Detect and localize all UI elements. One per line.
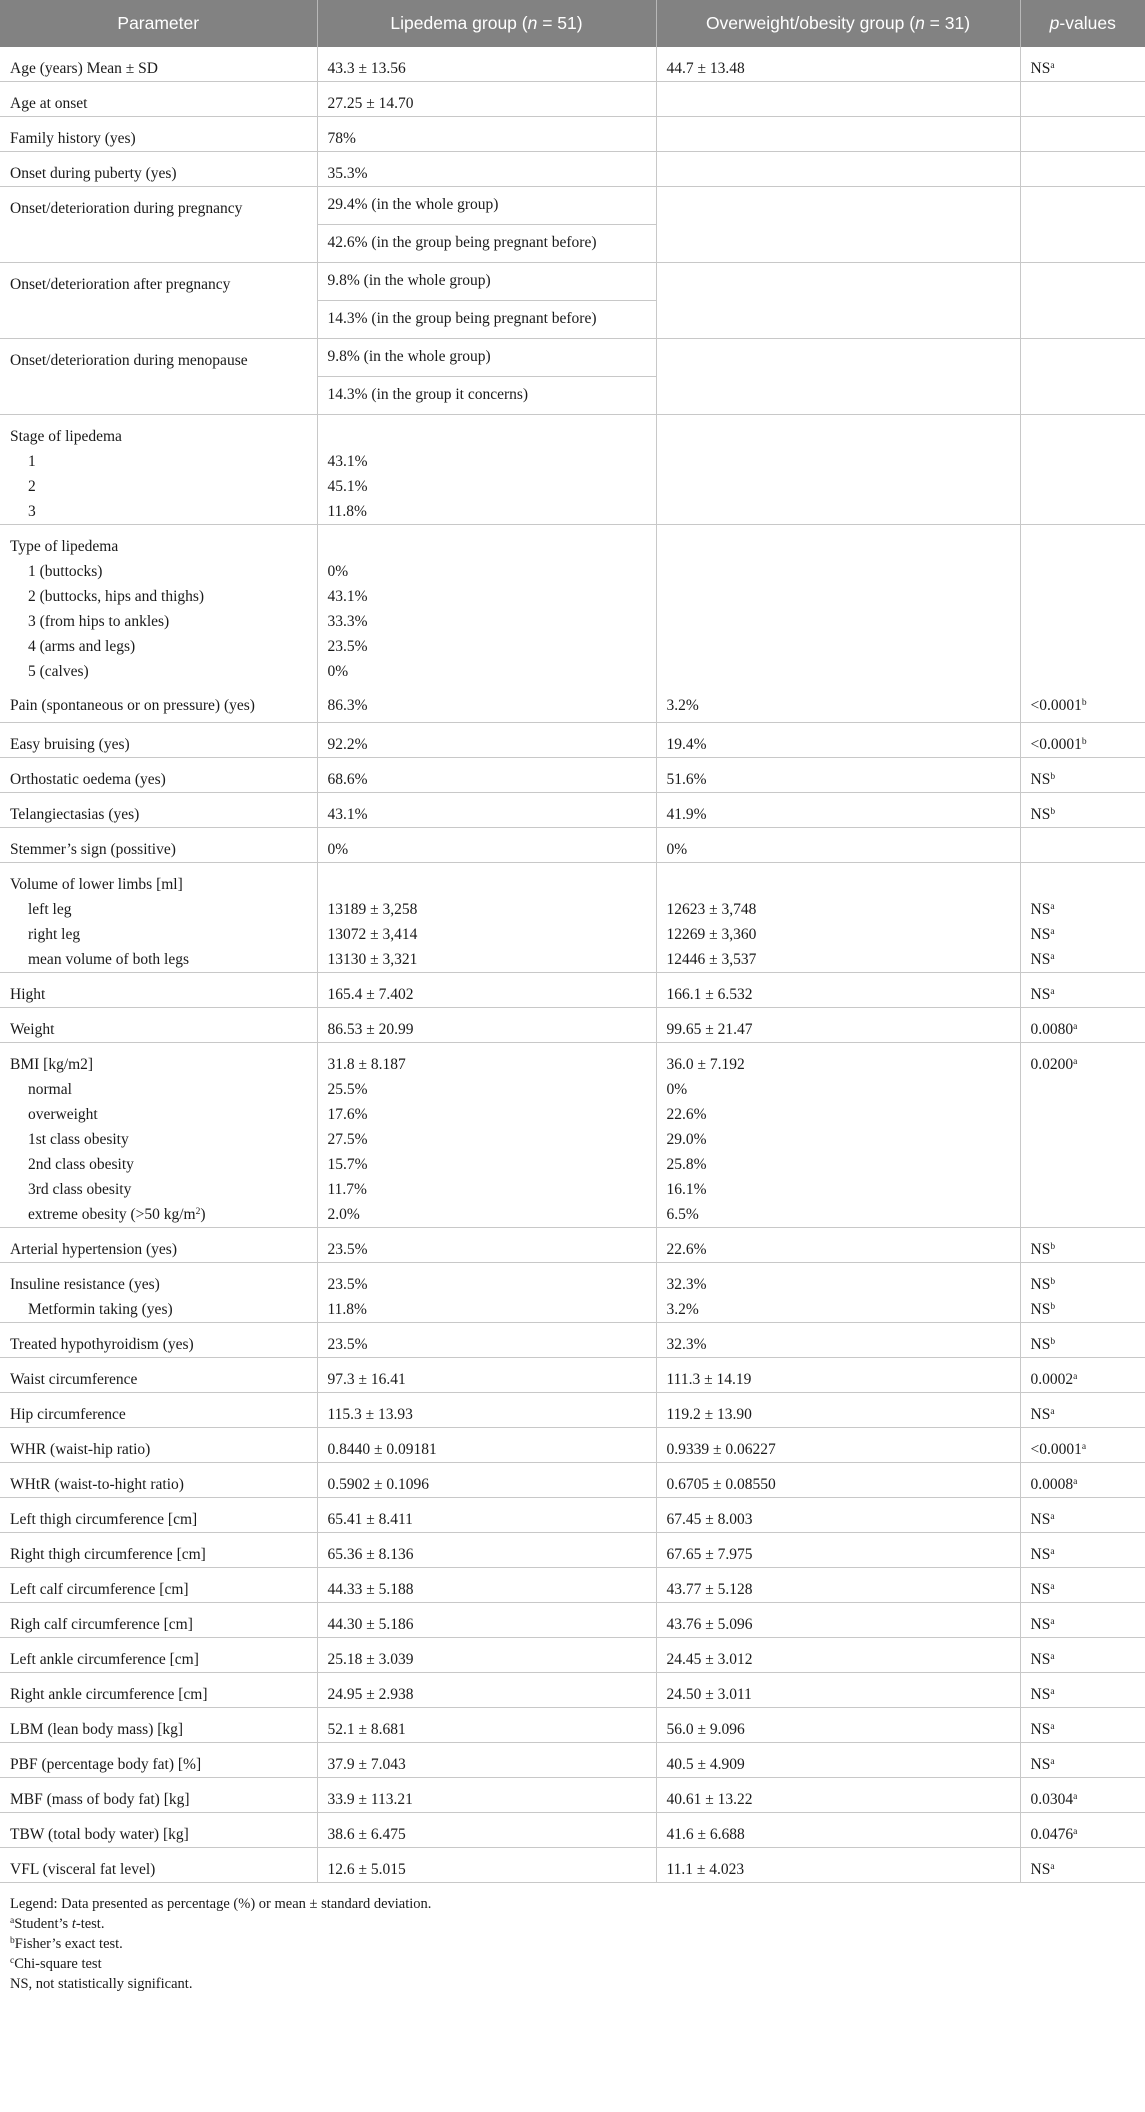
overweight-value: 6.5%: [666, 1205, 699, 1223]
table-row: [0, 1637, 1145, 1672]
table-row: [0, 1007, 1145, 1042]
param-cell: Orthostatic oedema (yes): [0, 757, 317, 792]
table-row: [0, 82, 1145, 117]
lipedema-value: 2.0%: [327, 1205, 360, 1223]
param-cell: WHtR (waist-to-hight ratio): [0, 1462, 317, 1497]
p-value-cell: [1020, 827, 1145, 862]
lipedema-cell: 86.53 ± 20.99: [317, 1007, 656, 1042]
param-cell: Waist circumference: [0, 1357, 317, 1392]
p-value-cell: [1020, 862, 1145, 972]
overweight-cell: [656, 339, 1020, 415]
lipedema-subcell: 14.3% (in the group it concerns): [318, 376, 656, 414]
param-cell: LBM (lean body mass) [kg]: [0, 1707, 317, 1742]
param-cell: PBF (percentage body fat) [%]: [0, 1742, 317, 1777]
lipedema-cell: [317, 339, 656, 415]
param-heading: Insuline resistance (yes): [10, 1275, 160, 1293]
param-cell: Treated hypothyroidism (yes): [0, 1322, 317, 1357]
param-cell: WHR (waist-hip ratio): [0, 1427, 317, 1462]
param-cell: Left ankle circumference [cm]: [0, 1637, 317, 1672]
param-cell: Stemmer’s sign (possitive): [0, 827, 317, 862]
overweight-value: 22.6%: [666, 1105, 707, 1123]
p-value-cell: [1020, 415, 1145, 525]
lipedema-subcell: 14.3% (in the group being pregnant before): [318, 300, 656, 338]
lipedema-cell: 115.3 ± 13.93: [317, 1392, 656, 1427]
param-subitem: 2 (buttocks, hips and thighs): [28, 588, 205, 605]
p-value-cell: $NS^a$: [1020, 1847, 1145, 1882]
param-cell: [0, 525, 317, 685]
header-parameter: Parameter: [0, 0, 317, 47]
table-row: [0, 187, 1145, 263]
p-value: $NS^b$: [1030, 1275, 1056, 1293]
param-subitem: 4 (arms and legs): [28, 638, 136, 655]
p-value-cell: 0.0200$^a$: [1020, 1042, 1145, 1227]
overweight-cell: 41.9%: [656, 792, 1020, 827]
lipedema-cell: 0.8440 ± 0.09181: [317, 1427, 656, 1462]
overweight-value: 32.3%: [666, 1275, 707, 1293]
param-subitem: 3: [28, 503, 36, 520]
lipedema-cell: 97.3 ± 16.41: [317, 1357, 656, 1392]
p-value-cell: $NS^a$: [1020, 1672, 1145, 1707]
footnote-c: $^c$Chi-square test: [10, 1955, 102, 1972]
overweight-value: 3.2%: [666, 1300, 699, 1318]
overweight-cell: 43.76 ± 5.096: [656, 1602, 1020, 1637]
lipedema-cell: 68.6%: [317, 757, 656, 792]
table-row: [0, 1357, 1145, 1392]
overweight-cell: 41.6 ± 6.688: [656, 1812, 1020, 1847]
lipedema-value: 17.6%: [327, 1105, 368, 1123]
lipedema-cell: [317, 263, 656, 339]
param-heading: Volume of lower limbs [ml]: [10, 875, 183, 893]
param-cell: [0, 862, 317, 972]
lipedema-cell: [317, 1262, 656, 1322]
lipedema-cell: 24.95 ± 2.938: [317, 1672, 656, 1707]
param-subitem: left leg: [28, 900, 72, 918]
p-value: $NS^a$: [1030, 950, 1055, 968]
p-value-cell: $NS^b$: [1020, 1322, 1145, 1357]
overweight-cell: 43.77 ± 5.128: [656, 1567, 1020, 1602]
param-heading: BMI [kg/m2]: [10, 1055, 94, 1073]
table-row: [0, 1497, 1145, 1532]
overweight-cell: [656, 152, 1020, 187]
overweight-cell: 22.6%: [656, 1227, 1020, 1262]
param-subitem: 5 (calves): [28, 663, 89, 680]
footnote-a: $^a$Student’s t-test.: [10, 1915, 105, 1932]
overweight-value: 25.8%: [666, 1155, 707, 1173]
table-row: [0, 1777, 1145, 1812]
lipedema-cell: 0.5902 ± 0.1096: [317, 1462, 656, 1497]
p-value-cell: 0.0008$^a$: [1020, 1462, 1145, 1497]
lipedema-cell: 92.2%: [317, 722, 656, 757]
overweight-cell: 0.9339 ± 0.06227: [656, 1427, 1020, 1462]
table-row: [0, 117, 1145, 152]
lipedema-cell: 38.6 ± 6.475: [317, 1812, 656, 1847]
overweight-cell: 0.6705 ± 0.08550: [656, 1462, 1020, 1497]
lipedema-cell: 23.5%: [317, 1322, 656, 1357]
overweight-value: 29.0%: [666, 1130, 707, 1148]
lipedema-cell: 37.9 ± 7.043: [317, 1742, 656, 1777]
param-subitem: 2nd class obesity: [28, 1155, 134, 1173]
table-row: [0, 1322, 1145, 1357]
table-row: [0, 1392, 1145, 1427]
param-cell: Left calf circumference [cm]: [0, 1567, 317, 1602]
lipedema-cell: 33.9 ± 113.21: [317, 1777, 656, 1812]
overweight-value: 12446 ± 3,537: [666, 950, 757, 968]
table-row: [0, 1672, 1145, 1707]
overweight-cell: [656, 1042, 1020, 1227]
param-subitem: 2: [28, 478, 36, 495]
footnote-ns: NS, not statistically significant.: [10, 1975, 193, 1992]
param-subitem: Metformin taking (yes): [28, 1300, 173, 1318]
table-row: [0, 862, 1145, 972]
param-cell: TBW (total body water) [kg]: [0, 1812, 317, 1847]
p-value-cell: $NS^a$: [1020, 1497, 1145, 1532]
p-value-cell: <0.0001$^b$: [1020, 722, 1145, 757]
overweight-cell: 40.5 ± 4.909: [656, 1742, 1020, 1777]
lipedema-value: 13189 ± 3,258: [327, 900, 418, 918]
lipedema-value: 23.5%: [327, 1275, 368, 1293]
overweight-cell: [656, 117, 1020, 152]
table-row: [0, 339, 1145, 415]
lipedema-cell: 65.36 ± 8.136: [317, 1532, 656, 1567]
overweight-cell: [656, 862, 1020, 972]
lipedema-cell: [317, 862, 656, 972]
p-value-cell: [1020, 187, 1145, 263]
param-cell: Right ankle circumference [cm]: [0, 1672, 317, 1707]
param-cell: Easy bruising (yes): [0, 722, 317, 757]
p-value-cell: [1020, 152, 1145, 187]
overweight-value: 0%: [666, 1080, 688, 1098]
param-cell: Age (years) Mean ± SD: [0, 47, 317, 82]
p-value-cell: $NS^b$: [1020, 792, 1145, 827]
lipedema-cell: 44.30 ± 5.186: [317, 1602, 656, 1637]
param-cell: Weight: [0, 1007, 317, 1042]
table-row: [0, 792, 1145, 827]
lipedema-subcell: 29.4% (in the whole group): [327, 196, 499, 213]
lipedema-cell: [317, 1042, 656, 1227]
footnote-legend: Legend: Data presented as percentage (%) or mean ± standard deviation.: [10, 1895, 432, 1912]
overweight-cell: 40.61 ± 13.22: [656, 1777, 1020, 1812]
table-row: [0, 1742, 1145, 1777]
table-footnotes: [0, 1883, 1145, 1994]
table-row: [0, 827, 1145, 862]
lipedema-subcell: 9.8% (in the whole group): [327, 348, 491, 365]
header-p-values: p-values: [1020, 0, 1145, 47]
overweight-cell: 24.50 ± 3.011: [656, 1672, 1020, 1707]
p-value-cell: [1020, 117, 1145, 152]
param-subitem: 1 (buttocks): [28, 563, 103, 580]
p-value-cell: [1020, 263, 1145, 339]
table-row: [0, 1042, 1145, 1227]
table-row: [0, 47, 1145, 82]
overweight-cell: 111.3 ± 14.19: [656, 1357, 1020, 1392]
param-cell: Onset/deterioration during menopause: [0, 339, 317, 415]
table-row: [0, 1812, 1145, 1847]
overweight-value: 16.1%: [666, 1180, 707, 1198]
lipedema-cell: 43.1%: [317, 792, 656, 827]
overweight-cell: 56.0 ± 9.096: [656, 1707, 1020, 1742]
overweight-value: 12269 ± 3,360: [666, 925, 757, 943]
param-cell: Telangiectasias (yes): [0, 792, 317, 827]
p-value-cell: 0.0304$^a$: [1020, 1777, 1145, 1812]
p-value-cell: <0.0001$^a$: [1020, 1427, 1145, 1462]
overweight-cell: [656, 82, 1020, 117]
lipedema-value: 0%: [327, 663, 349, 680]
p-value-cell: $NS^a$: [1020, 47, 1145, 82]
table-row: [0, 263, 1145, 339]
param-subitem: 3rd class obesity: [28, 1180, 132, 1198]
param-cell: Onset during puberty (yes): [0, 152, 317, 187]
p-value-cell: $NS^b$: [1020, 757, 1145, 792]
param-cell: Onset/deterioration after pregnancy: [0, 263, 317, 339]
overweight-cell: 44.7 ± 13.48: [656, 47, 1020, 82]
p-value-cell: $NS^a$: [1020, 1567, 1145, 1602]
overweight-value: 12623 ± 3,748: [666, 900, 757, 918]
param-cell: [0, 415, 317, 525]
overweight-cell: 119.2 ± 13.90: [656, 1392, 1020, 1427]
table-row: [0, 152, 1145, 187]
lipedema-cell: [317, 525, 656, 685]
p-value-cell: $NS^a$: [1020, 1637, 1145, 1672]
overweight-cell: [656, 263, 1020, 339]
param-cell: MBF (mass of body fat) [kg]: [0, 1777, 317, 1812]
overweight-cell: [656, 415, 1020, 525]
param-subitem: 3 (from hips to ankles): [28, 613, 170, 630]
table-row: [0, 1427, 1145, 1462]
param-subitem: extreme obesity (>50 $kg/m^2$): [28, 1205, 206, 1223]
param-subitem: overweight: [28, 1105, 98, 1123]
p-value: $NS^a$: [1030, 925, 1055, 943]
table-row: [0, 1567, 1145, 1602]
table-row: [0, 1847, 1145, 1882]
lipedema-cell: 165.4 ± 7.402: [317, 972, 656, 1007]
lipedema-cell: 44.33 ± 5.188: [317, 1567, 656, 1602]
param-subitem: 1: [28, 453, 36, 470]
p-value-cell: [1020, 82, 1145, 117]
footnote-b: $^b$Fisher’s exact test.: [10, 1935, 123, 1952]
p-value-cell: [1020, 525, 1145, 685]
p-value: $NS^a$: [1030, 900, 1055, 918]
p-value-cell: [1020, 1262, 1145, 1322]
overweight-cell: 67.65 ± 7.975: [656, 1532, 1020, 1567]
lipedema-subcell: 9.8% (in the whole group): [327, 272, 491, 289]
table-row: [0, 1462, 1145, 1497]
overweight-cell: 19.4%: [656, 722, 1020, 757]
table-row: [0, 415, 1145, 525]
overweight-cell: 51.6%: [656, 757, 1020, 792]
param-cell: Righ calf circumference [cm]: [0, 1602, 317, 1637]
p-value-cell: <0.0001$^b$: [1020, 684, 1145, 722]
lipedema-cell: 52.1 ± 8.681: [317, 1707, 656, 1742]
param-cell: Arterial hypertension (yes): [0, 1227, 317, 1262]
param-heading: Stage of lipedema: [10, 428, 122, 445]
param-cell: Age at onset: [0, 82, 317, 117]
table-header-row: [0, 0, 1145, 47]
lipedema-value: 25.5%: [327, 1080, 368, 1098]
lipedema-cell: [317, 415, 656, 525]
p-value: $NS^b$: [1030, 1300, 1056, 1318]
table-row: [0, 684, 1145, 722]
lipedema-cell: 78%: [317, 117, 656, 152]
lipedema-value: 43.1%: [327, 588, 368, 605]
p-value-cell: 0.0080$^a$: [1020, 1007, 1145, 1042]
lipedema-cell: 12.6 ± 5.015: [317, 1847, 656, 1882]
table-row: [0, 1707, 1145, 1742]
param-cell: Family history (yes): [0, 117, 317, 152]
p-value-cell: [1020, 339, 1145, 415]
lipedema-value: 11.8%: [327, 1300, 367, 1318]
param-subitem: 1st class obesity: [28, 1130, 129, 1148]
p-value-cell: 0.0002$^a$: [1020, 1357, 1145, 1392]
param-cell: [0, 1262, 317, 1322]
lipedema-cell: 0%: [317, 827, 656, 862]
param-heading: Type of lipedema: [10, 538, 119, 555]
lipedema-value: 11.8%: [327, 503, 367, 520]
lipedema-cell: 86.3%: [317, 684, 656, 722]
header-overweight-group: Overweight/obesity group (n = 31): [656, 0, 1020, 47]
overweight-value: 36.0 ± 7.192: [666, 1055, 745, 1073]
param-subitem: normal: [28, 1080, 72, 1098]
param-subitem: mean volume of both legs: [28, 950, 189, 968]
lipedema-cell: 35.3%: [317, 152, 656, 187]
param-cell: Right thigh circumference [cm]: [0, 1532, 317, 1567]
overweight-cell: 67.45 ± 8.003: [656, 1497, 1020, 1532]
overweight-cell: 0%: [656, 827, 1020, 862]
p-value-cell: $NS^a$: [1020, 1602, 1145, 1637]
p-value-cell: 0.0476$^a$: [1020, 1812, 1145, 1847]
overweight-cell: 11.1 ± 4.023: [656, 1847, 1020, 1882]
lipedema-value: 13130 ± 3,321: [327, 950, 418, 968]
lipedema-value: 0%: [327, 563, 349, 580]
lipedema-cell: 43.3 ± 13.56: [317, 47, 656, 82]
overweight-cell: 99.65 ± 21.47: [656, 1007, 1020, 1042]
p-value-cell: $NS^b$: [1020, 1227, 1145, 1262]
lipedema-cell: 25.18 ± 3.039: [317, 1637, 656, 1672]
p-value-cell: $NS^a$: [1020, 1742, 1145, 1777]
overweight-cell: [656, 187, 1020, 263]
param-cell: Onset/deterioration during pregnancy: [0, 187, 317, 263]
param-cell: Hip circumference: [0, 1392, 317, 1427]
lipedema-value: 11.7%: [327, 1180, 367, 1198]
lipedema-value: 13072 ± 3,414: [327, 925, 418, 943]
param-cell: Pain (spontaneous or on pressure) (yes): [0, 684, 317, 722]
table-row: [0, 525, 1145, 685]
lipedema-value: 43.1%: [327, 453, 368, 470]
overweight-cell: 24.45 ± 3.012: [656, 1637, 1020, 1672]
lipedema-value: 45.1%: [327, 478, 368, 495]
overweight-cell: 3.2%: [656, 684, 1020, 722]
table-row: [0, 1532, 1145, 1567]
table-row: [0, 722, 1145, 757]
lipedema-cell: [317, 187, 656, 263]
lipedema-value: 23.5%: [327, 638, 368, 655]
lipedema-cell: 23.5%: [317, 1227, 656, 1262]
overweight-cell: 166.1 ± 6.532: [656, 972, 1020, 1007]
overweight-cell: [656, 525, 1020, 685]
p-value-cell: $NS^a$: [1020, 1707, 1145, 1742]
lipedema-subcell: 42.6% (in the group being pregnant before): [318, 224, 656, 262]
param-cell: [0, 1042, 317, 1227]
lipedema-value: 27.5%: [327, 1130, 368, 1148]
overweight-cell: [656, 1262, 1020, 1322]
lipedema-cell: 27.25 ± 14.70: [317, 82, 656, 117]
param-subitem: right leg: [28, 925, 81, 943]
lipedema-value: 15.7%: [327, 1155, 368, 1173]
table-row: [0, 1227, 1145, 1262]
header-lipedema-group: Lipedema group (n = 51): [317, 0, 656, 47]
lipedema-value: 31.8 ± 8.187: [327, 1055, 406, 1073]
lipedema-cell: 65.41 ± 8.411: [317, 1497, 656, 1532]
p-value-cell: $NS^a$: [1020, 1392, 1145, 1427]
overweight-cell: 32.3%: [656, 1322, 1020, 1357]
lipedema-value: 33.3%: [327, 613, 368, 630]
param-cell: Hight: [0, 972, 317, 1007]
p-value-cell: $NS^a$: [1020, 972, 1145, 1007]
table-row: [0, 1602, 1145, 1637]
param-cell: VFL (visceral fat level): [0, 1847, 317, 1882]
param-cell: Left thigh circumference [cm]: [0, 1497, 317, 1532]
table-row: [0, 757, 1145, 792]
table-row: [0, 1262, 1145, 1322]
table-row: [0, 972, 1145, 1007]
p-value-cell: $NS^a$: [1020, 1532, 1145, 1567]
